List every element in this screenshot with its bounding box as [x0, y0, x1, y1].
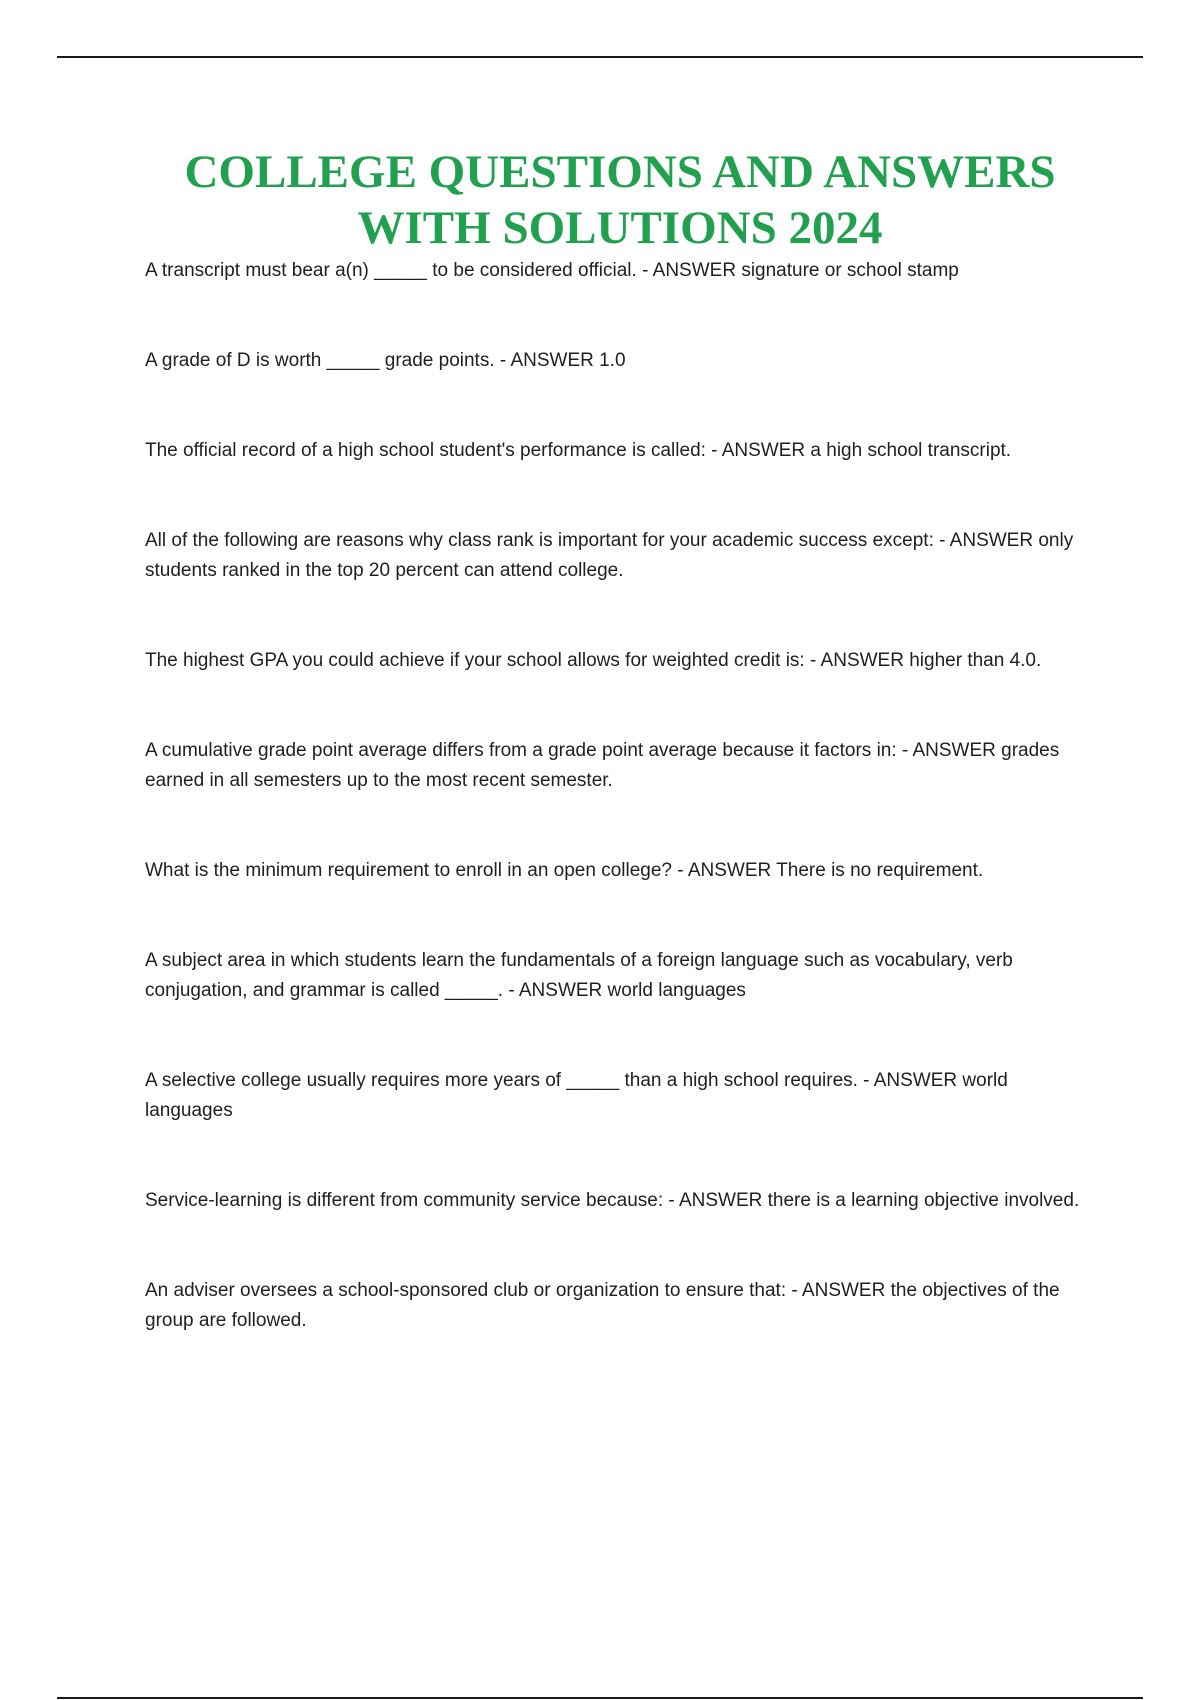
qa-item: An adviser oversees a school-sponsored club or organization to ensure that: - ANSWER the objectives of the group are followed.: [145, 1280, 1060, 1331]
title-line-2: WITH SOLUTIONS 2024: [357, 202, 883, 254]
qa-item: A cumulative grade point average differs from a grade point average because it factors in: - ANSWER grades earned in all semesters up to the most recent semester.: [145, 740, 1060, 791]
qa-item: A grade of D is worth _____ grade points. - ANSWER 1.0: [145, 350, 626, 371]
title-line-1: COLLEGE QUESTIONS AND ANSWERS: [184, 146, 1056, 198]
qa-item: Service-learning is different from community service because: - ANSWER there is a learning objective involved.: [145, 1190, 1080, 1211]
bottom-divider: [57, 1697, 1143, 1699]
qa-item: All of the following are reasons why class rank is important for your academic success except: - ANSWER only students ranked in the top 20 percent can attend college.: [145, 530, 1074, 581]
qa-item: A selective college usually requires more years of _____ than a high school requires. - ANSWER world languages: [145, 1070, 1008, 1121]
qa-item: What is the minimum requirement to enroll in an open college? - ANSWER There is no requirement.: [145, 860, 984, 881]
qa-item: A subject area in which students learn the fundamentals of a foreign language such as vocabulary, verb conjugation, and grammar is called _____. - ANSWER world languages: [145, 950, 1013, 1001]
qa-item: The highest GPA you could achieve if your school allows for weighted credit is: - ANSWER higher than 4.0.: [145, 650, 1042, 671]
page-title: [130, 144, 1110, 256]
qa-item: The official record of a high school student's performance is called: - ANSWER a high school transcript.: [145, 440, 1012, 461]
top-divider: [57, 56, 1143, 58]
qa-item: A transcript must bear a(n) _____ to be considered official. - ANSWER signature or school stamp: [145, 260, 959, 281]
qa-list: [145, 256, 1090, 1336]
